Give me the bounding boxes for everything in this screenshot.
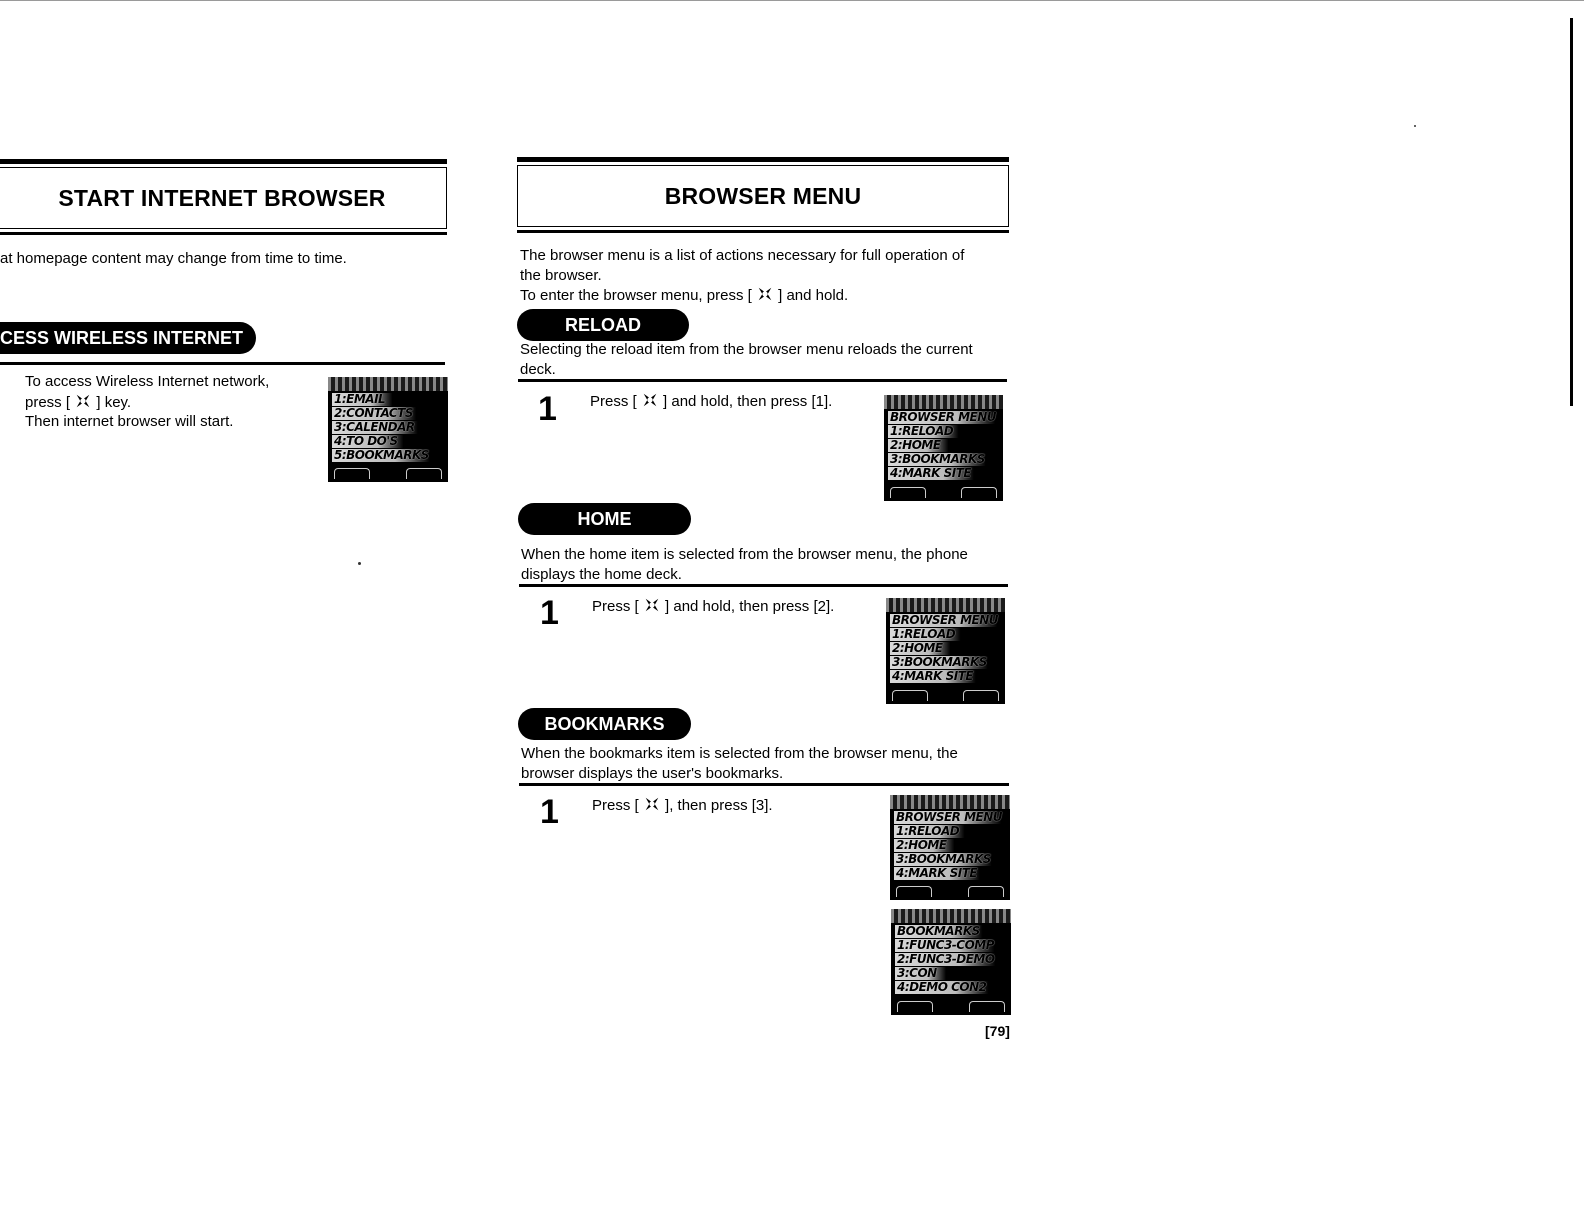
left-softkey bbox=[897, 1001, 933, 1012]
screen-menu-row: 3:CON bbox=[895, 967, 955, 980]
bookmarks-step-pre: Press [ bbox=[592, 797, 639, 814]
screen-menu-row: 3:CALENDAR bbox=[332, 421, 433, 434]
screen-menu-row: 2:CONTACTS bbox=[332, 407, 431, 420]
browser-key-icon bbox=[641, 391, 659, 409]
screen-menu-row: BROWSER MENU bbox=[888, 411, 1003, 424]
home-step-pre: Press [ bbox=[592, 598, 639, 615]
status-bar bbox=[884, 395, 1003, 409]
left-step-line2 bbox=[25, 392, 269, 413]
speck bbox=[358, 562, 361, 565]
status-bar bbox=[891, 909, 1011, 923]
reload-section-pill bbox=[517, 309, 689, 341]
screen-menu-row: 4:MARK SITE bbox=[888, 467, 989, 480]
screen-menu-row: 2:FUNC3-DEMO bbox=[895, 953, 1011, 966]
left-softkey bbox=[890, 487, 926, 498]
left-softkey bbox=[334, 468, 370, 479]
home-section-pill bbox=[518, 503, 691, 535]
browser-key-icon bbox=[643, 596, 661, 614]
left-step-line2-post: ] key. bbox=[96, 393, 132, 411]
screen-menu-row: 1:RELOAD bbox=[894, 825, 977, 838]
left-step-text bbox=[25, 372, 269, 432]
home-desc-line2: displays the home deck. bbox=[521, 565, 682, 583]
screen-menu-row: 1:EMAIL bbox=[332, 393, 403, 406]
phone-screen-main-menu bbox=[328, 377, 448, 482]
left-title-box bbox=[0, 159, 447, 235]
right-title-box bbox=[517, 157, 1009, 233]
right-softkey bbox=[406, 468, 442, 479]
right-page-title: BROWSER MENU bbox=[664, 182, 862, 209]
left-page-title: START INTERNET BROWSER bbox=[58, 184, 386, 211]
bookmarks-rule bbox=[519, 783, 1009, 786]
bookmarks-section-label: BOOKMARKS bbox=[544, 713, 665, 734]
home-step-post: ] and hold, then press [2]. bbox=[665, 598, 835, 615]
right-intro-line3 bbox=[520, 285, 1010, 306]
status-bar bbox=[886, 598, 1005, 612]
home-rule bbox=[519, 584, 1008, 587]
right-intro bbox=[520, 246, 1010, 306]
home-step-number: 1 bbox=[540, 594, 559, 632]
screen-menu-row: BOOKMARKS bbox=[895, 925, 998, 938]
reload-step-pre: Press [ bbox=[590, 393, 637, 410]
reload-description bbox=[520, 340, 1010, 379]
right-intro-line3-pre: To enter the browser menu, press [ bbox=[520, 287, 752, 304]
bookmarks-desc-line2: browser displays the user's bookmarks. bbox=[521, 764, 784, 782]
right-intro-line3-post: ] and hold. bbox=[778, 287, 849, 304]
left-softkey bbox=[896, 886, 932, 897]
reload-section-label: RELOAD bbox=[565, 314, 641, 335]
left-intro: at homepage content may change from time to time. bbox=[0, 250, 347, 267]
screen-menu-row: BROWSER MENU bbox=[894, 811, 1010, 824]
bookmarks-description bbox=[521, 744, 1011, 783]
bookmarks-step-post: ], then press [3]. bbox=[665, 797, 773, 814]
screen-menu-row: 4:MARK SITE bbox=[894, 867, 995, 880]
reload-step-text bbox=[590, 391, 832, 412]
left-step-line1: To access Wireless Internet network, bbox=[25, 373, 270, 390]
right-softkey bbox=[968, 886, 1004, 897]
screen-menu-row: BROWSER MENU bbox=[890, 614, 1005, 627]
left-step-line3: Then internet browser will start. bbox=[25, 413, 234, 430]
browser-key-icon bbox=[643, 795, 661, 813]
screen-menu-row: 5:BOOKMARKS bbox=[332, 449, 447, 462]
left-section-label: CESS WIRELESS INTERNET bbox=[0, 327, 244, 348]
screen-menu-row: 2:HOME bbox=[888, 439, 959, 452]
top-border bbox=[0, 0, 1584, 1]
bookmarks-step-number: 1 bbox=[540, 793, 559, 831]
screen-menu-row: 2:HOME bbox=[894, 839, 965, 852]
home-section-label: HOME bbox=[577, 508, 632, 529]
left-section-rule bbox=[0, 362, 445, 365]
right-title-frame bbox=[517, 165, 1009, 227]
left-section-pill bbox=[0, 322, 256, 354]
screen-menu-row: 3:BOOKMARKS bbox=[894, 853, 1009, 866]
bookmarks-desc-line1: When the bookmarks item is selected from the browser menu, the bbox=[521, 745, 958, 762]
screen-menu-row: 2:HOME bbox=[890, 642, 961, 655]
phone-screen-browser-menu bbox=[890, 795, 1010, 900]
right-softkey bbox=[969, 1001, 1005, 1012]
screen-menu-row: 4:MARK SITE bbox=[890, 670, 991, 683]
phone-screen-reload bbox=[884, 395, 1003, 501]
left-softkey bbox=[892, 690, 928, 701]
reload-desc-line2: deck. bbox=[520, 360, 556, 378]
phone-screen-home bbox=[886, 598, 1005, 704]
reload-step-number: 1 bbox=[538, 390, 557, 428]
speck bbox=[1414, 125, 1416, 127]
screen-menu-row: 4:TO DO'S bbox=[332, 435, 416, 448]
screen-menu-row: 1:RELOAD bbox=[890, 628, 973, 641]
binding-edge bbox=[1570, 18, 1573, 406]
status-bar bbox=[328, 377, 448, 391]
home-desc-line1: When the home item is selected from the browser menu, the phone bbox=[521, 546, 968, 563]
right-intro-line2: the browser. bbox=[520, 266, 602, 284]
right-softkey bbox=[963, 690, 999, 701]
reload-desc-line1: Selecting the reload item from the browser menu reloads the current bbox=[520, 341, 973, 358]
browser-key-icon bbox=[74, 392, 92, 410]
bookmarks-section-pill bbox=[518, 708, 691, 740]
right-softkey bbox=[961, 487, 997, 498]
reload-rule bbox=[518, 379, 1007, 382]
bookmarks-step-text bbox=[592, 795, 773, 816]
page-number: [79] bbox=[985, 1023, 1010, 1039]
home-step-text bbox=[592, 596, 834, 617]
home-description bbox=[521, 545, 1011, 584]
reload-step-post: ] and hold, then press [1]. bbox=[663, 393, 833, 410]
status-bar bbox=[890, 795, 1010, 809]
left-step-line2-pre: press [ bbox=[25, 393, 71, 411]
screen-menu-row: 1:FUNC3-COMP bbox=[895, 939, 1011, 952]
left-title-frame bbox=[0, 167, 447, 229]
screen-menu-row: 3:BOOKMARKS bbox=[888, 453, 1003, 466]
right-intro-line1: The browser menu is a list of actions necessary for full operation of bbox=[520, 247, 965, 264]
screen-menu-row: 1:RELOAD bbox=[888, 425, 971, 438]
screen-menu-row: 4:DEMO CON2 bbox=[895, 981, 1005, 994]
browser-key-icon bbox=[756, 285, 774, 303]
phone-screen-bookmarks bbox=[891, 909, 1011, 1015]
screen-menu-row: 3:BOOKMARKS bbox=[890, 656, 1005, 669]
